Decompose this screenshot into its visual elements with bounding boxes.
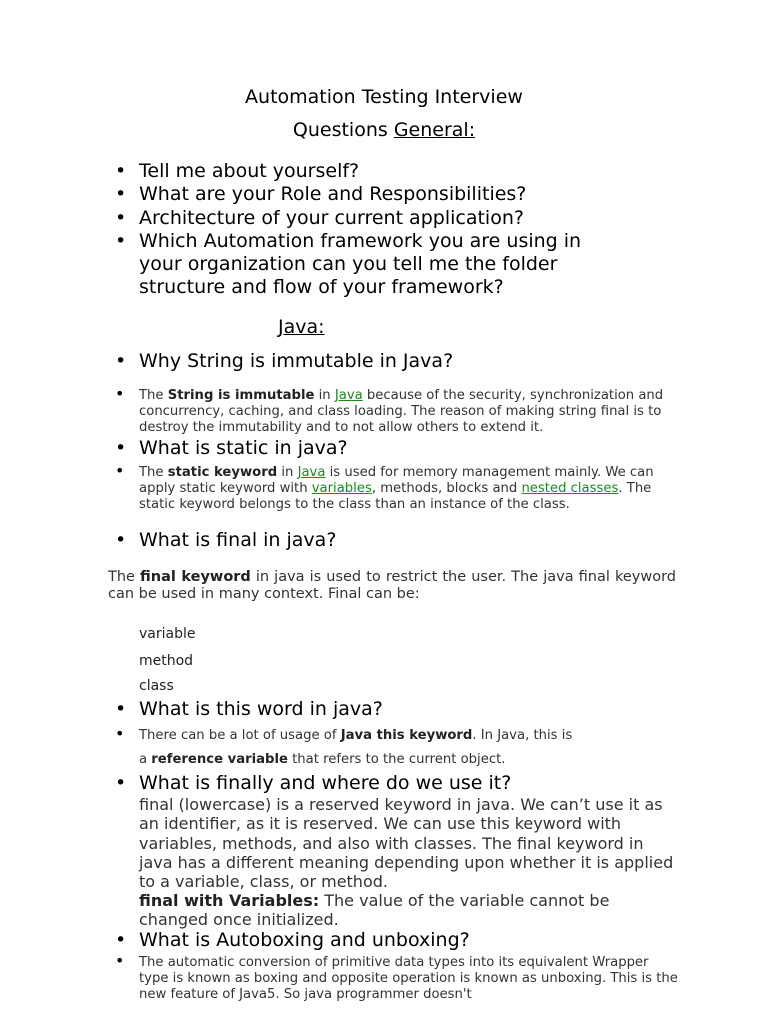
answer-text-part: . The static keyword belongs to the class than an instance of the class. (139, 481, 652, 512)
bullet-icon: • (115, 384, 125, 403)
answer-text-part: The (108, 569, 141, 585)
bullet-icon: • (115, 698, 127, 720)
general-question-text: Which Automation framework you are using in (139, 230, 582, 252)
answer-text-part: that refers to the current object. (287, 752, 506, 767)
bullet-icon: • (115, 437, 127, 459)
answer-text-part: The (139, 465, 168, 480)
section-heading-general: General: (393, 119, 476, 141)
general-question-text: What are your Role and Responsibilities? (139, 183, 527, 205)
answer-bold-text: Java this keyword (340, 728, 473, 743)
question-text: Why String is immutable in Java? (139, 350, 454, 372)
answer-text-part: The (139, 388, 168, 403)
answer-text-line1 (139, 728, 679, 744)
document-title-line2 (0, 119, 768, 141)
answer-bold-text: String is immutable (167, 388, 315, 403)
answer-text-line2 (139, 752, 679, 768)
answer-final-paragraph (108, 569, 676, 603)
answer-text-part: a (139, 752, 152, 767)
question-text: What is Autoboxing and unboxing? (139, 929, 470, 951)
section-heading-java: Java: (278, 316, 325, 338)
variables-link[interactable]: variables (311, 481, 372, 496)
answer-text (139, 891, 679, 930)
answer-text-part: There can be a lot of usage of (139, 728, 341, 743)
bullet-icon: • (115, 724, 125, 743)
bullet-icon: • (115, 951, 125, 970)
bullet-icon: • (115, 772, 127, 794)
final-usage-item: variable (139, 626, 196, 642)
answer-bold-text: final with Variables: (139, 891, 320, 910)
general-question-text: structure and flow of your framework? (139, 276, 504, 298)
general-question-text: Tell me about yourself? (139, 160, 360, 182)
answer-bold-text: reference variable (151, 752, 288, 767)
general-question-text: Architecture of your current application? (139, 207, 524, 229)
final-usage-item: class (139, 678, 174, 694)
java-link[interactable]: Java (297, 465, 326, 480)
answer-text-part: . In Java, this is (472, 728, 573, 743)
final-usage-item: method (139, 653, 194, 669)
answer-text-part: in (277, 465, 298, 480)
answer-text-part: because of the security, synchronization and concurrency, caching, and class loading. The reason of making string final is to destroy the immutability and to not allow others to extend it. (139, 388, 664, 435)
bullet-icon: • (115, 230, 127, 252)
answer-text-part: is used for memory management mainly. We can apply static keyword with (139, 465, 654, 496)
answer-bold-text: final keyword (140, 569, 251, 585)
answer-text (139, 465, 679, 513)
answer-text (139, 388, 679, 436)
general-question-text: your organization can you tell me the folder (139, 253, 558, 275)
bullet-icon: • (115, 929, 127, 951)
question-text: What is finally and where do we use it? (139, 772, 512, 794)
question-text: What is static in java? (139, 437, 348, 459)
bullet-icon: • (115, 350, 127, 372)
bullet-icon: • (115, 529, 127, 551)
answer-text-part: in (314, 388, 335, 403)
answer-text-part: in java is used to restrict the user. The java final keyword can be used in many context. Final can be: (108, 569, 676, 602)
title-questions-text: Questions (292, 119, 394, 141)
java-link[interactable]: Java (334, 388, 363, 403)
nested-classes-link[interactable]: nested classes (521, 481, 619, 496)
bullet-icon: • (115, 461, 125, 480)
bullet-icon: • (115, 160, 127, 182)
question-text: What is final in java? (139, 529, 337, 551)
question-text: What is this word in java? (139, 698, 383, 720)
answer-bold-text: static keyword (167, 465, 278, 480)
bullet-icon: • (115, 207, 127, 229)
answer-text: final (lowercase) is a reserved keyword in java. We can’t use it as an identifier, as it is reserved. We can use this keyword with variables, methods, and also with classes. The final keyword in java has a different meaning depending upon whether it is applied to a variable, class, or method. (139, 795, 674, 892)
answer-text: The automatic conversion of primitive data types into its equivalent Wrapper type is known as boxing and opposite operation is known as unboxing. This is the new feature of Java5. So java programmer doesn't (139, 955, 678, 1002)
answer-text-part: The value of the variable cannot be changed once initialized. (139, 891, 610, 930)
answer-text-part: , methods, blocks and (371, 481, 522, 496)
bullet-icon: • (115, 183, 127, 205)
document-title-line1: Automation Testing Interview (245, 86, 523, 108)
